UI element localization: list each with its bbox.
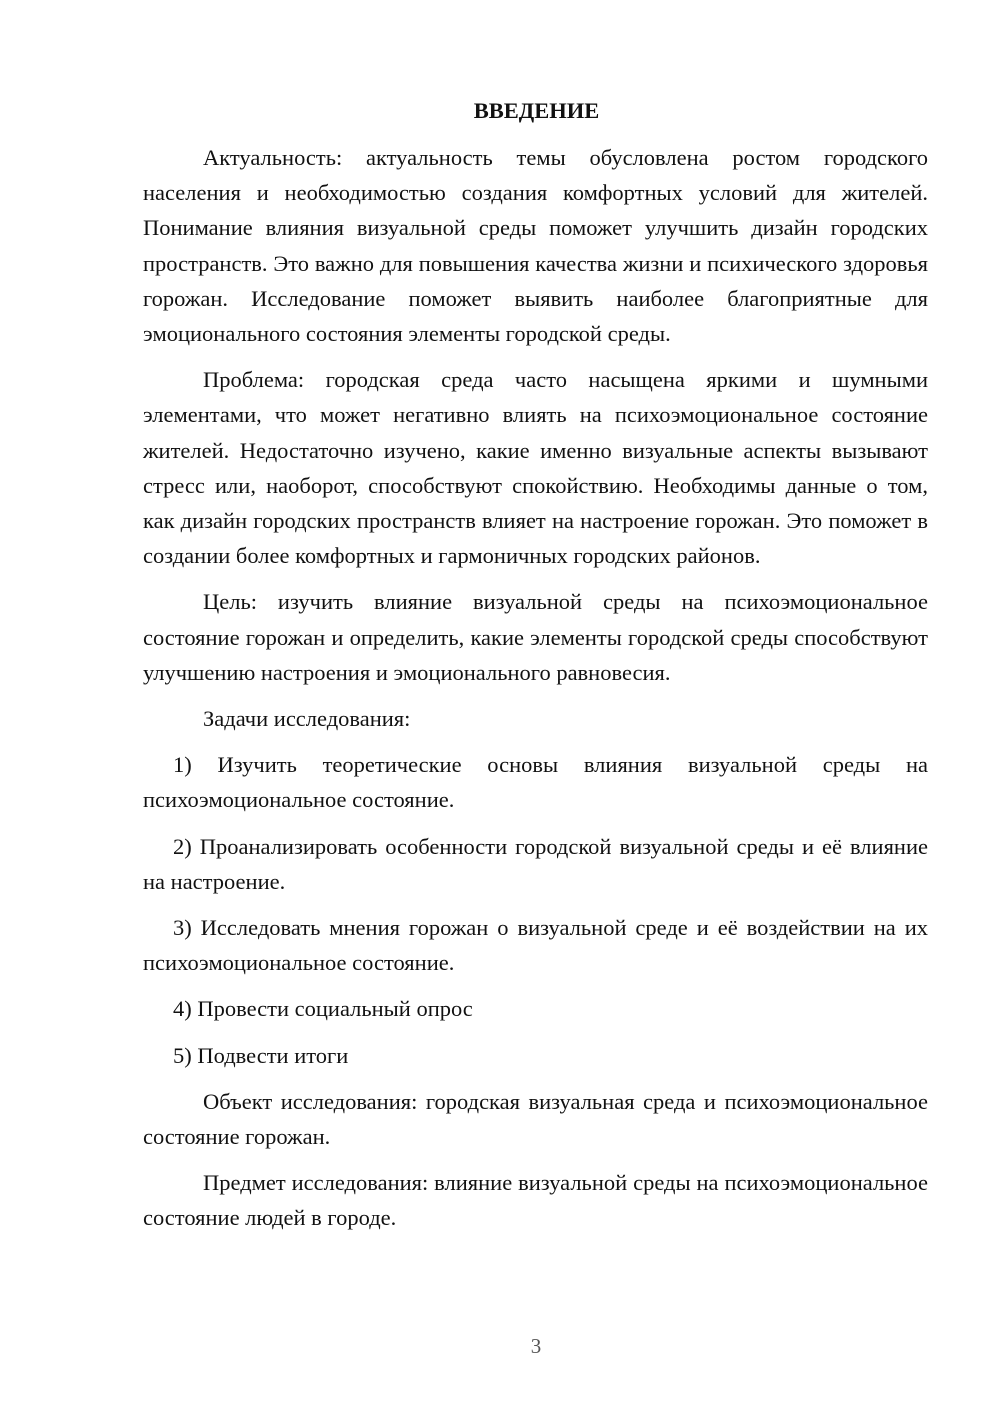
paragraph-relevance: Актуальность: актуальность темы обусловлена ростом городского населения и необходимостью создания комфортных условий для жителей. Понимание влияния визуальной среды поможет улучшить дизайн городских пространств. Это важно для повышения качества жизни и психического здоровья горожан. Исследование поможет выявить наиболее благоприятные для эмоционального состояния элементы городской среды. — [143, 145, 928, 347]
task-item-1: 1) Изучить теоретические основы влияния визуальной среды на психоэмоциональное состояние. — [143, 752, 928, 813]
paragraph-problem: Проблема: городская среда часто насыщена яркими и шумными элементами, что может негативно влиять на психоэмоциональное состояние жителей. Недостаточно изучено, какие именно визуальные аспекты вызывают стресс или, наоборот, способствуют спокойствию. Необходимы данные о том, как дизайн городских пространств влияет на настроение горожан. Это поможет в создании более комфортных и гармоничных городских районов. — [143, 367, 928, 569]
page-number: 3 — [530, 1334, 542, 1358]
page-content — [143, 96, 928, 1236]
paragraph-subject: Предмет исследования: влияние визуальной среды на психоэмоциональное состояние людей в городе. — [143, 1170, 928, 1231]
task-item-4: 4) Провести социальный опрос — [173, 996, 473, 1022]
task-item-3: 3) Исследовать мнения горожан о визуальной среде и её воздействии на их психоэмоциональное состояние. — [143, 915, 928, 976]
task-item-2: 2) Проанализировать особенности городской визуальной среды и её влияние на настроение. — [143, 833, 928, 894]
page-title: ВВЕДЕНИЕ — [473, 98, 600, 123]
paragraph-goal: Цель: изучить влияние визуальной среды на психоэмоциональное состояние горожан и определить, какие элементы городской среды способствуют улучшению настроения и эмоционального равновесия. — [143, 589, 928, 685]
paragraph-object: Объект исследования: городская визуальная среда и психоэмоциональное состояние горожан. — [143, 1088, 928, 1150]
task-item-5: 5) Подвести итоги — [173, 1042, 349, 1068]
tasks-heading: Задачи исследования: — [203, 706, 411, 732]
